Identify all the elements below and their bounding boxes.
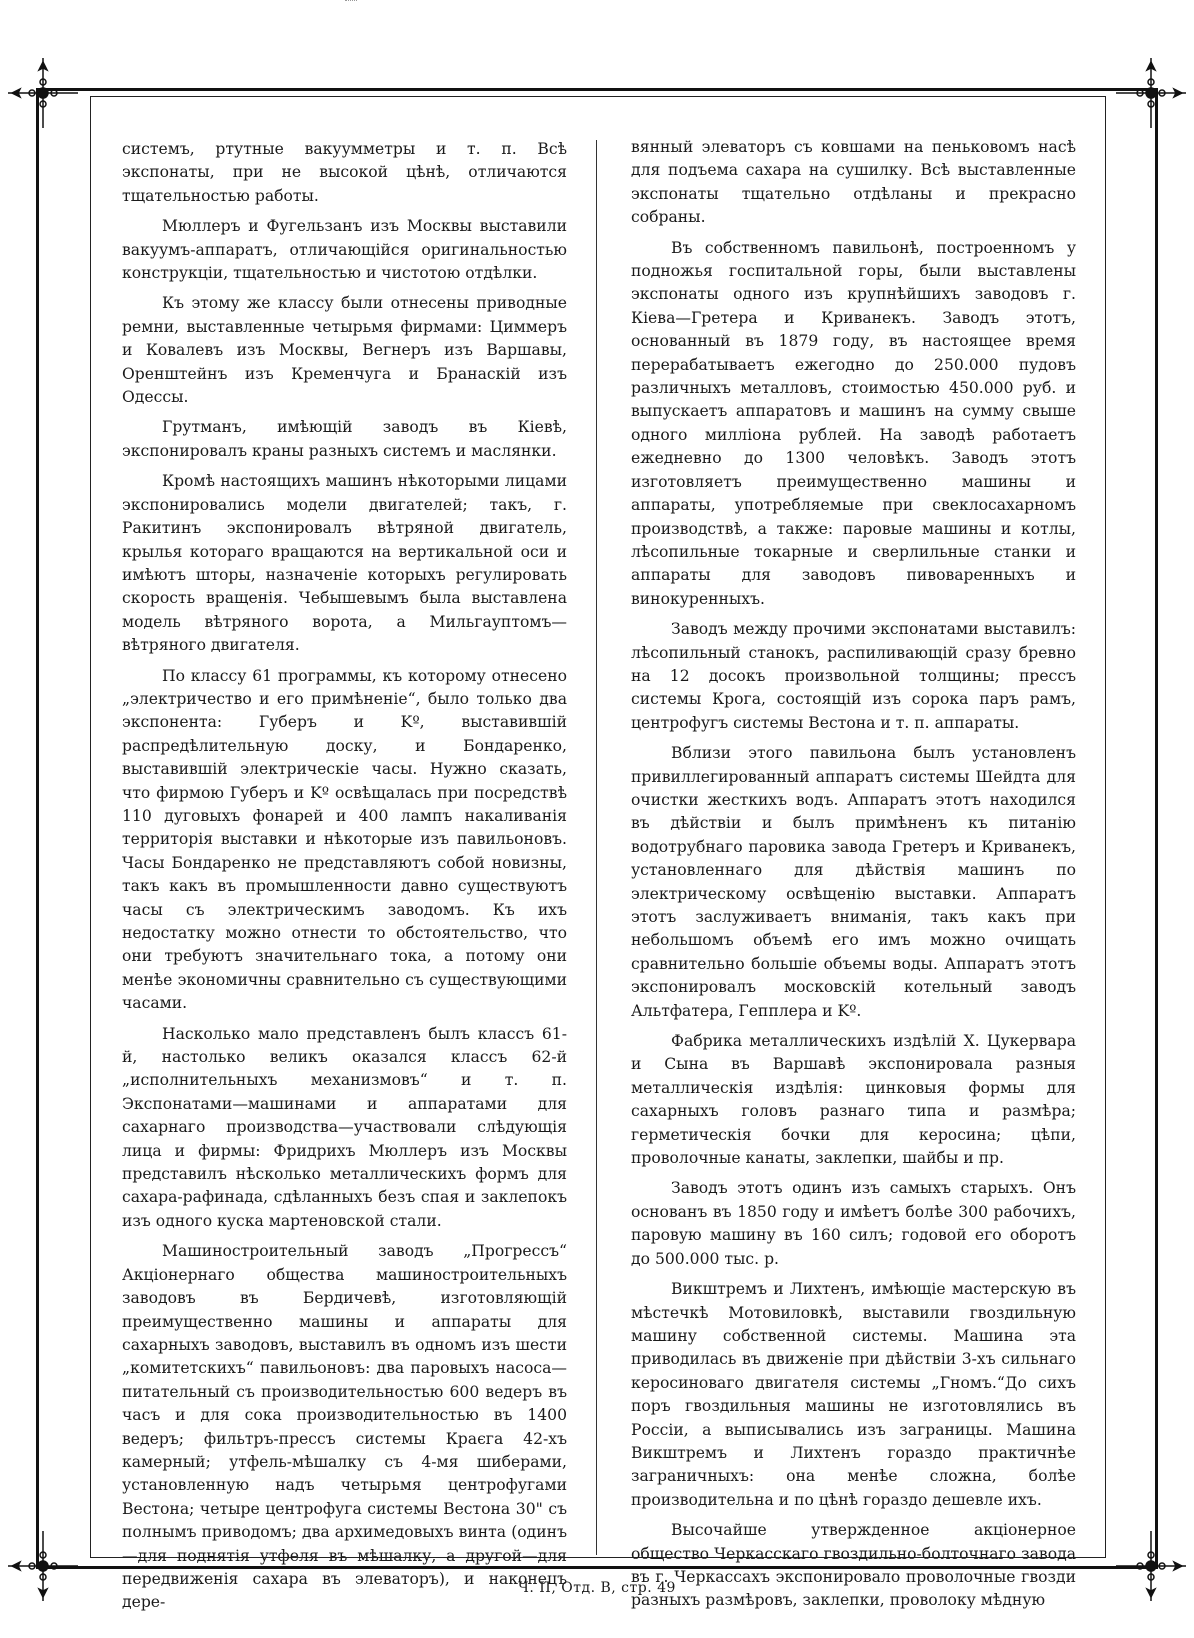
paragraph: Заводъ между прочими экспонатами выставилъ: лѣсопильный станокъ, распиливающій сразу бревно на 12 досокъ произвольной толщины; прессъ системы Крога, состоящій изъ сорока паръ рамъ, центрофугъ системы Вестона и т. п. аппараты. (631, 620, 1076, 732)
paragraph: Кромѣ настоящихъ машинъ нѣкоторыми лицами экспонировались модели двигателей; такъ, г. Ракитинъ экспонировалъ вѣтряной двигатель, крылья котораго вращаются на вертикальной оси и имѣютъ шторы, назначеніе которыхъ регулировать скорость вращенія. Чебышевымъ была выставлена модель вѣтряного ворота, а Мильгауптомъ—вѣтряного двигателя. (122, 472, 567, 655)
paragraph: По классу 61 программы, къ которому отнесено „электричество и его примѣненіе“, было только два экспонента: Губеръ и Kº, выставившій распредѣлительную доску, и Бондаренко, выставившій электрическіе часы. Нужно сказать, что фирмою Губеръ и Kº освѣщалась при посредствѣ 110 дуговыхъ фонарей и 400 лампъ накаливанія территорія выставки и нѣкоторые изъ павильоновъ. Часы Бондаренко не представляютъ собой новизны, такъ какъ въ промышленности давно существуютъ часы съ электрическимъ заводомъ. Къ ихъ недостатку можно отнести то обстоятельство, что они требуютъ значительнаго тока, а потому они менѣе экономичны сравнительно съ существующими часами. (122, 666, 567, 1013)
paragraph: Высочайше утвержденное акціонерное общество Черкасскаго гвоздильно-болточнаго завода въ г. Черкассахъ экспонировало проволочные гвозди разныхъ размѣровъ, заклепки, проволоку мѣдную (631, 1521, 1076, 1610)
paragraph: Мюллеръ и Фугельзанъ изъ Москвы выставили вакуумъ-аппаратъ, отличающійся оригинальностью конструкціи, тщательностью и чистотою отдѣлки. (122, 217, 567, 283)
paragraph: Вблизи этого павильона былъ установленъ привиллегированный аппаратъ системы Шейдта для очистки жесткихъ водъ. Аппаратъ этотъ находился въ дѣйствіи и былъ примѣненъ къ питанію водотрубнаго паровика завода Гретеръ и Криванекъ, установленнаго для дѣйствія машинъ по электрическому освѣщенію выставки. Аппаратъ этотъ заслуживаетъ вниманія, такъ какъ при небольшомъ объемѣ его имъ можно очищать сравнительно большіе объемы воды. Аппаратъ этотъ экспонировалъ московскій котельный заводъ Альтфатера, Гепплера и Kº. (631, 744, 1076, 1020)
paragraph: Въ собственномъ павильонѣ, построенномъ у подножья госпитальной горы, были выставлены экспонаты одного изъ крупнѣйшихъ заводовъ г. Кіева—Гретера и Криванекъ. Заводъ этотъ, основанный въ 1879 году, въ настоящее время перерабатываетъ ежегодно до 250.000 пудовъ различныхъ металловъ, стоимостью 450.000 руб. и выпускаетъ аппаратовъ и машинъ на сумму свыше одного милліона рублей. На заводѣ работаетъ ежедневно до 1300 человѣкъ. Заводъ этотъ изготовляетъ преимущественно машины и аппараты, употребляемые при свеклосахарномъ производствѣ, а также: паровые машины и котлы, лѣсопильные токарные и сверлильные станки и аппараты для заводовъ пивоваренныхъ и винокуренныхъ. (631, 238, 1076, 608)
right-column (631, 136, 1076, 1613)
corner-ornament-icon (1116, 58, 1186, 128)
corner-ornament-icon (8, 58, 78, 128)
paragraph: Фабрика металлическихъ издѣлій Х. Цукервара и Сына въ Варшавѣ экспонировала разныя металлическія издѣлія: цинковыя формы для сахарныхъ головъ разнаго типа и размѣра; герметическія бочки для керосина; цѣпи, проволочные канаты, заклепки, шайбы и пр. (631, 1032, 1076, 1168)
paragraph: вянный элеваторъ съ ковшами на пеньковомъ насѣ для подъема сахара на сушилку. Всѣ выставленные экспонаты тщательно отдѣланы и прекрасно собраны. (631, 138, 1076, 227)
scan-mark (345, 0, 357, 7)
page-footer: Ч. II, Отд. В, стр. 49 (518, 1580, 676, 1596)
left-column (122, 138, 567, 1615)
paragraph: Къ этому же классу были отнесены приводные ремни, выставленные четырьмя фирмами: Циммеръ и Ковалевъ изъ Москвы, Вегнеръ изъ Варшавы, Оренштейнъ изъ Кременчуга и Бранаскій изъ Одессы. (122, 294, 567, 407)
paragraph: системъ, ртутные вакуумметры и т. п. Всѣ экспонаты, при не высокой цѣнѣ, отличаются тщательностью работы. (122, 140, 567, 205)
paragraph: Насколько мало представленъ былъ классъ 61-й, настолько великъ оказался классъ 62-й „исполнительныхъ механизмовъ“ и т. п. Экспонатами—машинами и аппаратами для сахарнаго производства—участвовали слѣдующія лица и фирмы: Фридрихъ Мюллеръ изъ Москвы представилъ нѣсколько металлическихъ формъ для сахара-рафинада, сдѣланныхъ безъ спая и заклепокъ изъ одного куска мартеновской стали. (122, 1024, 567, 1230)
paragraph: Викштремъ и Лихтенъ, имѣющіе мастерскую въ мѣстечкѣ Мотовиловкѣ, выставили гвоздильную машину собственной системы. Машина эта приводилась въ движеніе при дѣйствіи 3-хъ сильнаго керосиноваго двигателя системы „Гномъ.“До сихъ поръ гвоздильныя машины не изготовлялись въ Россіи, а выписывались изъ заграницы. Машина Викштремъ и Лихтенъ гораздо практичнѣе заграничныхъ: она менѣе сложна, болѣе производительна и по цѣнѣ гораздо дешевле ихъ. (631, 1280, 1076, 1509)
paragraph: Заводъ этотъ одинъ изъ самыхъ старыхъ. Онъ основанъ въ 1850 году и имѣетъ болѣе 300 рабочихъ, паровую машину въ 160 силъ; годовой его оборотъ до 500.000 тыс. р. (631, 1179, 1076, 1268)
column-divider (596, 140, 597, 1555)
paragraph: Грутманъ, имѣющій заводъ въ Кіевѣ, экспонировалъ краны разныхъ системъ и маслянки. (122, 418, 567, 460)
paragraph: Машиностроительный заводъ „Прогрессъ“ Акціонернаго общества машиностроительныхъ заводовъ въ Бердичевѣ, изготовляющій преимущественно машины и аппараты для сахарныхъ заводовъ, выставилъ въ одномъ изъ шести „комитетскихъ“ павильоновъ: два паровыхъ насоса—питательный съ производительностью 600 ведеръ въ часъ и для сока производительностью въ 1400 ведеръ; фильтръ-прессъ системы Краєга 42-хъ камерный; утфель-мѣшалку съ 4-мя шиберами, установленную надъ четырьмя центрофугами Вестона; четыре центрофуга системы Вестона 30" съ полнымъ приводомъ; два архимедовыхъ винта (одинъ—для поднятія утфеля въ мѣшалку, а другой—для передвиженія сахара въ элеваторъ), и наконецъ дере- (122, 1242, 567, 1612)
